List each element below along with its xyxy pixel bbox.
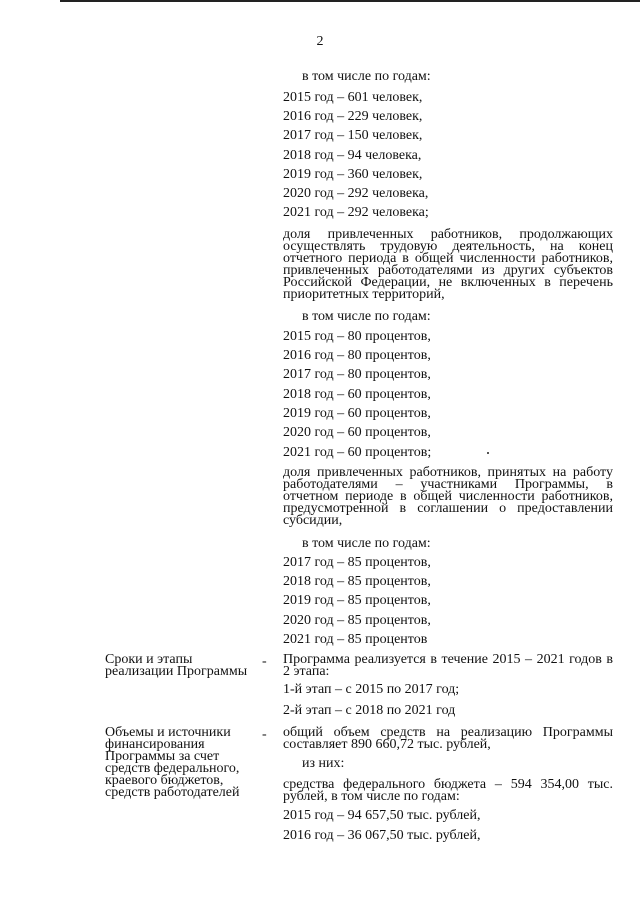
block3-year-2021: 2021 год – 85 процентов [283,632,428,647]
block3-intro: в том числе по годам: [302,536,431,551]
block2-intro: в том числе по годам: [302,309,431,324]
terms-text: Программа реализуется в течение 2015 – 2021 годов в 2 этапа: [283,652,613,679]
funding-total: общий объем средств на реализацию Программы составляет 890 660,72 тыс. рублей, [283,725,613,752]
terms-dash: - [262,654,267,669]
block1-year-2018: 2018 год – 94 человека, [283,148,422,163]
funding-federal: средства федерального бюджета – 594 354,00 тыс. рублей, в том числе по годам: [283,777,613,804]
block1-year-2017: 2017 год – 150 человек, [283,128,423,143]
terms-stage1: 1-й этап – с 2015 по 2017 год; [283,682,460,697]
funding-year-2015: 2015 год – 94 657,50 тыс. рублей, [283,808,481,823]
block2-paragraph: доля привлеченных работников, продолжающих осуществлять трудовую деятельность, на конец отчетного периода в общей численности работников, привлеченных работодателями из других субъектов Российской Федерации, не включенных в перечень приоритетных территорий, [283,227,613,302]
block1-year-2016: 2016 год – 229 человек, [283,109,423,124]
funding-dash: - [262,727,267,742]
block1-year-2015: 2015 год – 601 человек, [283,90,423,105]
block3-year-2020: 2020 год – 85 процентов, [283,613,431,628]
block2-year-2015: 2015 год – 80 процентов, [283,329,431,344]
terms-label: Сроки и этапы реализации Программы [105,652,248,679]
block3-year-2018: 2018 год – 85 процентов, [283,574,431,589]
funding-year-2016: 2016 год – 36 067,50 тыс. рублей, [283,828,481,843]
block2-year-2021: 2021 год – 60 процентов; [283,445,432,460]
block2-year-2016: 2016 год – 80 процентов, [283,348,431,363]
page-number: 2 [316,34,324,49]
block3-paragraph: доля привлеченных работников, принятых на работу работодателями – участниками Программы, в отчетном периоде в общей численности работников, предусмотренной в соглашении о предоставлении субсидии, [283,465,613,528]
block1-year-2021: 2021 год – 292 человека; [283,205,429,220]
block2-year-2020: 2020 год – 60 процентов, [283,425,431,440]
block2-year-2017: 2017 год – 80 процентов, [283,367,431,382]
block1-intro: в том числе по годам: [302,69,431,84]
funding-of-them: из них: [302,756,345,771]
funding-label: Объемы и источники финансирования Программы за счет средств федерального, краевого бюджетов, средств работодателей [105,725,240,800]
block2-year-2019: 2019 год – 60 процентов, [283,406,431,421]
block3-year-2019: 2019 год – 85 процентов, [283,593,431,608]
block1-year-2019: 2019 год – 360 человек, [283,167,423,182]
scan-speck [487,452,489,454]
block2-year-2018: 2018 год – 60 процентов, [283,387,431,402]
terms-stage2: 2-й этап – с 2018 по 2021 год [283,703,456,718]
scan-top-edge [60,0,640,2]
block3-year-2017: 2017 год – 85 процентов, [283,555,431,570]
block1-year-2020: 2020 год – 292 человека, [283,186,429,201]
